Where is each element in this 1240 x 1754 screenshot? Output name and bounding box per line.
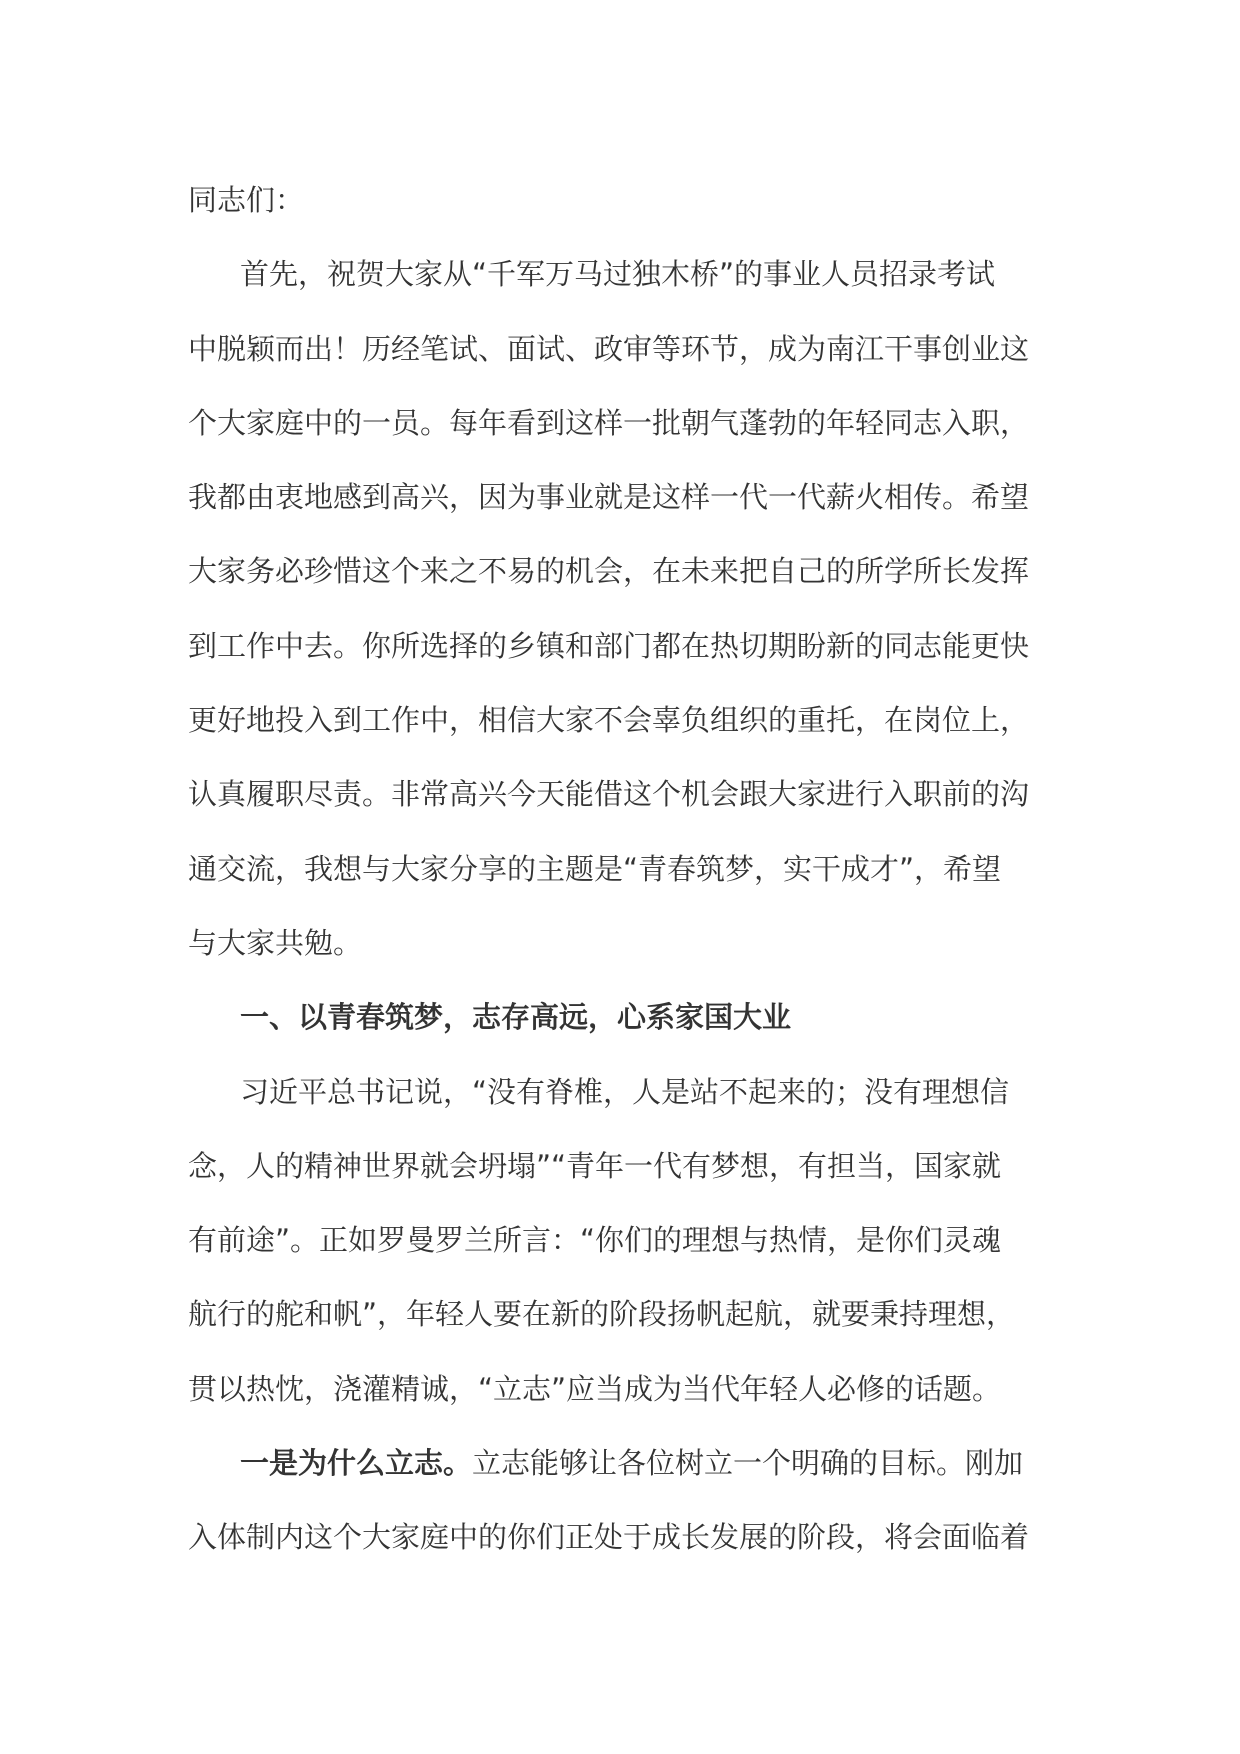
paragraph-line: 认真履职尽责。非常高兴今天能借这个机会跟大家进行入职前的沟 — [188, 777, 1030, 812]
paragraph-line: 航行的舵和帆”，年轻人要在新的阶段扬帆起航，就要秉持理想， — [188, 1297, 1016, 1332]
paragraph-line: 念，人的精神世界就会坍塌”“青年一代有梦想，有担当，国家就 — [188, 1148, 1002, 1183]
paragraph-line: 大家务必珍惜这个来之不易的机会，在未来把自己的所学所长发挥 — [188, 554, 1030, 589]
paragraph-line — [188, 1426, 1046, 1500]
paragraph-line: 首先，祝贺大家从“千军万马过独木桥”的事业人员招录考试 — [240, 257, 996, 292]
paragraph-line: 我都由衷地感到高兴，因为事业就是这样一代一代薪火相传。希望 — [188, 480, 1030, 515]
paragraph-line: 个大家庭中的一员。每年看到这样一批朝气蓬勃的年轻同志入职， — [188, 405, 1030, 440]
paragraph-line: 到工作中去。你所选择的乡镇和部门都在热切期盼新的同志能更快 — [188, 628, 1030, 663]
paragraph-line: 与大家共勉。 — [188, 925, 363, 960]
point-lead: 一是为什么立志。 — [240, 1446, 473, 1481]
point-text: 立志能够让各位树立一个明确的目标。刚加 — [472, 1446, 1024, 1481]
paragraph-line: 入体制内这个大家庭中的你们正处于成长发展的阶段，将会面临着 — [188, 1520, 1030, 1555]
paragraph-line: 中脱颖而出！历经笔试、面试、政审等环节，成为南江干事创业这 — [188, 331, 1030, 366]
document-body — [188, 163, 1046, 1575]
paragraph-line: 习近平总书记说，“没有脊椎，人是站不起来的；没有理想信 — [240, 1074, 1010, 1109]
paragraph-line: 贯以热忱，浇灌精诚，“立志”应当成为当代年轻人必修的话题。 — [188, 1371, 1002, 1406]
paragraph-line: 更好地投入到工作中，相信大家不会辜负组织的重托，在岗位上， — [188, 703, 1030, 738]
paragraph-line: 有前途”。正如罗曼罗兰所言：“你们的理想与热情，是你们灵魂 — [188, 1223, 1002, 1258]
section-heading: 一、以青春筑梦，志存高远，心系家国大业 — [240, 1000, 792, 1035]
intro-paragraph — [188, 237, 1046, 980]
point1-paragraph — [188, 1426, 1046, 1575]
salutation: 同志们： — [188, 183, 305, 217]
section1-paragraph — [188, 1055, 1046, 1426]
paragraph-line: 通交流，我想与大家分享的主题是“青春筑梦，实干成才”，希望 — [188, 851, 1002, 886]
